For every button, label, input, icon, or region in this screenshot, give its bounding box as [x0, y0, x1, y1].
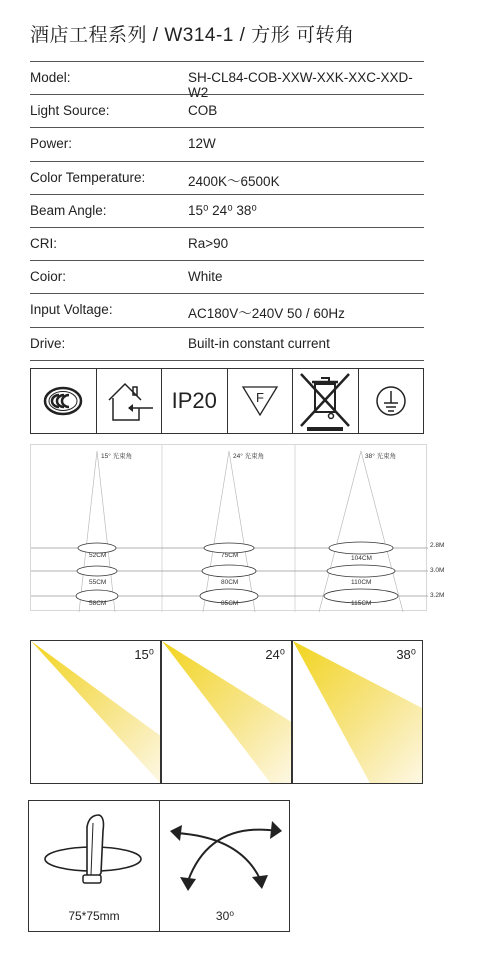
spec-key: Coior: — [30, 269, 67, 285]
beam-angle-panel-label: 15⁰ — [134, 647, 154, 662]
spec-row — [30, 195, 424, 228]
spec-table — [30, 61, 424, 361]
fixture-cutout-icon — [29, 801, 159, 901]
beam-diameter-label: 55CM — [89, 579, 107, 586]
spec-row — [30, 95, 424, 128]
beam-diameter-label: 115CM — [351, 600, 372, 607]
beam-diameter-label: 85CM — [221, 600, 239, 607]
spec-row — [30, 261, 424, 294]
tilt-angle-cell — [160, 801, 290, 931]
distance-label: 3.0M — [430, 567, 445, 574]
beam-diameter-label: 75CM — [221, 552, 239, 559]
dimension-and-tilt-panel — [28, 800, 290, 932]
spec-row — [30, 328, 424, 361]
beam-angle-panel-38 — [292, 640, 423, 784]
spec-row — [30, 162, 424, 195]
beam-angle-label: 24° 光束角 — [233, 453, 265, 460]
beam-angle-panel-label: 38⁰ — [396, 647, 416, 662]
beam-angle-panel-label: 24⁰ — [265, 647, 285, 662]
tilt-angle-label: 30⁰ — [215, 909, 235, 923]
rotation-arrows-icon — [160, 801, 290, 901]
distance-label: 2.8M — [430, 542, 445, 549]
beam-angle-panel-24 — [161, 640, 292, 784]
beam-spread-diagram — [30, 444, 427, 611]
spec-value: Built-in constant current — [188, 335, 330, 351]
spec-row — [30, 294, 424, 327]
beam-diameter-label: 104CM — [351, 555, 372, 562]
page-title: 酒店工程系列 / W314-1 / 方形 可转角 — [30, 25, 355, 46]
spec-value: 15⁰ 24⁰ 38⁰ — [188, 202, 257, 218]
ip-rating-label: IP20 — [171, 388, 217, 413]
cutout-size-label: 75*75mm — [68, 909, 120, 923]
ccc-certification-icon — [31, 369, 97, 433]
ip-rating — [162, 369, 228, 433]
cutout-size-cell — [29, 801, 160, 931]
spec-value: SH-CL84-COB-XXW-XXK-XXC-XXD-W2 — [188, 70, 413, 100]
spec-row — [30, 228, 424, 261]
spec-value: White — [188, 269, 223, 285]
spec-key: Color Temperature: — [30, 169, 146, 185]
spec-key: Power: — [30, 136, 73, 152]
f-mark-icon — [228, 369, 294, 433]
f-mark-label: F — [255, 390, 264, 405]
beam-diameter-label: 58CM — [89, 600, 107, 607]
spec-key: Input Voltage: — [30, 302, 113, 318]
beam-angle-label: 15° 光束角 — [101, 453, 133, 460]
distance-label: 3.2M — [430, 592, 445, 599]
spec-row — [30, 61, 424, 100]
beam-diameter-label: 80CM — [221, 579, 239, 586]
indoor-use-icon — [97, 369, 163, 433]
beam-diameter-label: 52CM — [89, 552, 107, 559]
spec-key: Light Source: — [30, 103, 110, 119]
spec-key: CRI: — [30, 235, 57, 251]
spec-value: Ra>90 — [188, 235, 229, 251]
spec-value: 2400K～6500K — [188, 173, 280, 189]
spec-key: Beam Angle: — [30, 202, 107, 218]
beam-angle-label: 38° 光束角 — [365, 453, 397, 460]
ground-symbol-icon — [359, 369, 424, 433]
spec-value: AC180V～240V 50 / 60Hz — [188, 306, 345, 322]
spec-key: Drive: — [30, 335, 66, 351]
spec-row — [30, 128, 424, 161]
beam-diameter-label: 110CM — [351, 579, 372, 586]
spec-key: Model: — [30, 70, 71, 85]
weee-crossed-bin-icon — [293, 369, 359, 433]
beam-angle-panel-15 — [30, 640, 161, 784]
spec-value: COB — [188, 103, 218, 119]
certification-icon-bar — [30, 368, 424, 434]
spec-value: 12W — [188, 136, 216, 152]
